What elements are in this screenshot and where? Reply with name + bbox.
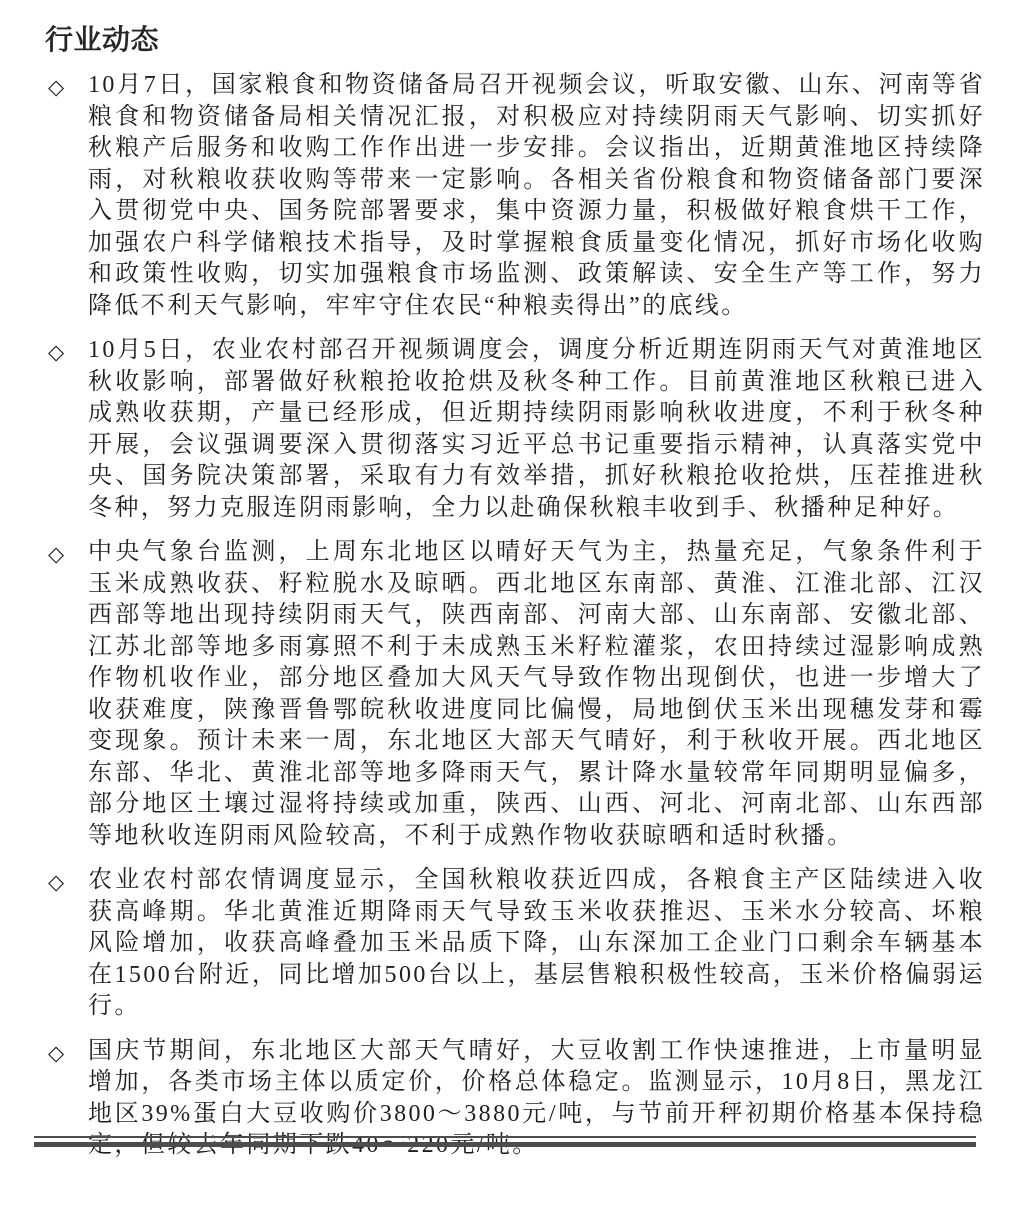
- bullet-text: 10月7日，国家粮食和物资储备局召开视频会议，听取安徽、山东、河南等省粮食和物资储备局相关情况汇报，对积极应对持续阴雨天气影响、切实抓好秋粮产后服务和收购工作作出进一步安排。会议指出，近期黄淮地区持续降雨，对秋粮收获收购等带来一定影响。各相关省份粮食和物资储备部门要深入贯彻党中央、国务院部署要求，集中资源力量，积极做好粮食烘干工作，加强农户科学储粮技术指导，及时掌握粮食质量变化情况，抓好市场化收购和政策性收购，切实加强粮食市场监测、政策解读、安全生产等工作，努力降低不利天气影响，牢牢守住农民“种粮卖得出”的底线。: [88, 72, 985, 319]
- rule-thin-line: [34, 1136, 976, 1138]
- diamond-bullet-icon: ◇: [48, 1040, 65, 1065]
- bullet-text: 农业农村部农情调度显示，全国秋粮收获近四成，各粮食主产区陆续进入收获高峰期。华北黄淮近期降雨天气导致玉米收获推迟、玉米水分较高、坏粮风险增加，收获高峰叠加玉米品质下降，山东深加工企业门口剩余车辆基本在1500台附近，同比增加500台以上，基层售粮积极性较高，玉米价格偏弱运行。: [88, 867, 985, 1019]
- bullet-text: 10月5日，农业农村部召开视频调度会，调度分析近期连阴雨天气对黄淮地区秋收影响，部署做好秋粮抢收抢烘及秋冬种工作。目前黄淮地区秋粮已进入成熟收获期，产量已经形成，但近期持续阴雨影响秋收进度，不利于秋冬种开展，会议强调要深入贯彻落实习近平总书记重要指示精神，认真落实党中央、国务院决策部署，采取有力有效举措，抓好秋粮抢收抢烘，压茬推进秋冬种，努力克服连阴雨影响，全力以赴确保秋粮丰收到手、秋播种足种好。: [88, 337, 985, 521]
- bullet-item: [48, 865, 985, 1023]
- diamond-bullet-icon: ◇: [48, 340, 65, 364]
- diamond-bullet-icon: ◇: [48, 75, 65, 99]
- rule-thick-line: [34, 1142, 976, 1147]
- section-title: 行业动态: [45, 24, 160, 55]
- bullet-item: [48, 70, 985, 322]
- bottom-double-rule: [34, 1136, 976, 1147]
- bullet-item: [48, 335, 985, 524]
- bullet-item: [48, 537, 985, 852]
- bullet-list: [45, 70, 985, 1162]
- bullet-text: 国庆节期间，东北地区大部天气晴好，大豆收割工作快速推进，上市量明显增加，各类市场主体以质定价，价格总体稳定。监测显示，10月8日，黑龙江地区39%蛋白大豆收购价3800～3880元/吨，与节前开秤初期价格基本保持稳定，但较去年同期下跌40～220元/吨。: [88, 1037, 985, 1158]
- diamond-bullet-icon: ◇: [48, 870, 65, 894]
- bullet-text: 中央气象台监测，上周东北地区以晴好天气为主，热量充足，气象条件利于玉米成熟收获、籽粒脱水及晾晒。西北地区东南部、黄淮、江淮北部、江汉西部等地出现持续阴雨天气，陕西南部、河南大部、山东南部、安徽北部、江苏北部等地多雨寡照不利于未成熟玉米籽粒灌浆，农田持续过湿影响成熟作物机收作业，部分地区叠加大风天气导致作物出现倒伏，也进一步增大了收获难度，陕豫晋鲁鄂皖秋收进度同比偏慢，局地倒伏玉米出现穗发芽和霉变现象。预计未来一周，东北地区大部天气晴好，利于秋收开展。西北地区东部、华北、黄淮北部等地多降雨天气，累计降水量较常年同期明显偏多，部分地区土壤过湿将持续或加重，陕西、山西、河北、河南北部、山东西部等地秋收连阴雨风险较高，不利于成熟作物收获晾晒和适时秋播。: [88, 539, 985, 849]
- diamond-bullet-icon: ◇: [48, 542, 65, 566]
